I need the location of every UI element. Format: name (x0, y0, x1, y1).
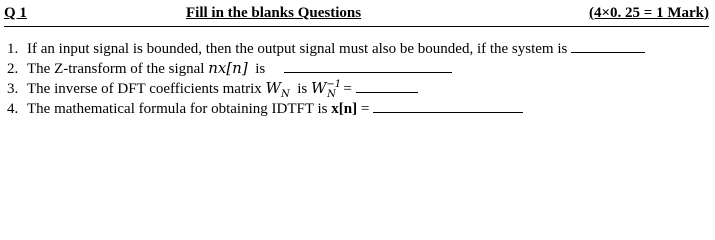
answer-blank-3[interactable] (356, 78, 418, 93)
item-text: The inverse of DFT coefficients matrix (27, 81, 262, 97)
math-symbol-w-inverse: $W^{-1}_N$ (310, 79, 342, 100)
item-text: The Z-transform of the signal (27, 61, 205, 77)
item-number: 3. (7, 81, 19, 97)
math-expression: nx[n] (208, 59, 248, 77)
item-number: 2. (7, 61, 19, 77)
item-text: If an input signal is bounded, then the output signal must also be bounded, if the system is (27, 41, 568, 57)
item-text: The mathematical formula for obtaining IDTFT is (27, 101, 328, 117)
marks-label: (4×0. 25 = 1 Mark) (589, 5, 709, 21)
answer-blank-1[interactable] (571, 38, 645, 53)
question-item-1 (7, 38, 645, 58)
equals-sign: = (343, 81, 352, 97)
question-item-3 (7, 78, 418, 98)
answer-blank-4[interactable] (373, 98, 523, 113)
answer-blank-2[interactable] (284, 58, 452, 73)
item-number: 1. (7, 41, 19, 57)
question-number: Q 1 (4, 5, 27, 21)
section-title: Fill in the blanks Questions (186, 5, 362, 21)
math-expression: x[n] (331, 101, 358, 117)
question-item-2 (7, 58, 452, 78)
equals-sign: = (360, 101, 370, 117)
question-item-4 (7, 98, 523, 118)
math-symbol-w: $W_N$ (265, 79, 290, 100)
item-number: 4. (7, 101, 19, 117)
question-header (4, 4, 709, 26)
header-divider (4, 26, 709, 27)
item-suffix: is (255, 61, 266, 77)
item-mid: is (297, 81, 308, 97)
